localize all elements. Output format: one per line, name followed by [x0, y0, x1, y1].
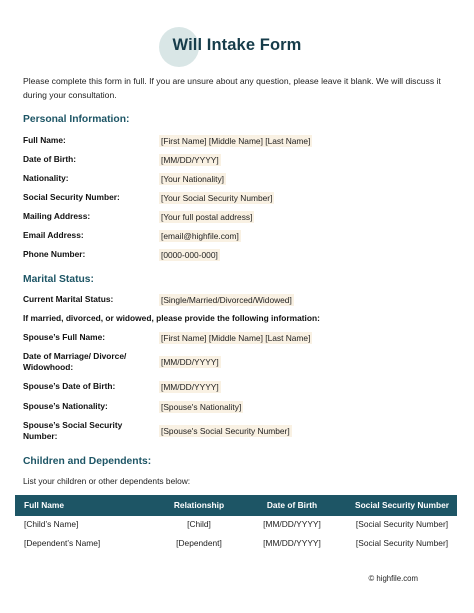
table-row [15, 514, 457, 534]
marriage-date-label-line2: Widowhood: [23, 362, 74, 372]
cell-date-of-birth[interactable]: [MM/DD/YYYY] [263, 538, 321, 548]
cell-relationship[interactable]: [Child] [187, 519, 211, 529]
cell-full-name[interactable]: [Child’s Name] [24, 519, 79, 529]
spouse-dob-field[interactable]: [MM/DD/YYYY] [161, 382, 219, 392]
ssn-field[interactable]: [Your Social Security Number] [161, 193, 273, 203]
phone-label: Phone Number: [23, 249, 86, 259]
date-of-birth-field[interactable]: [MM/DD/YYYY] [161, 155, 219, 165]
table-header [15, 495, 457, 516]
personal-info-heading: Personal Information: [23, 114, 130, 125]
spouse-full-name-label: Spouse’s Full Name: [23, 332, 106, 342]
col-full-name: Full Name [24, 500, 65, 510]
marriage-date-label-line1: Date of Marriage/ Divorce/ [23, 351, 127, 361]
children-intro: List your children or other dependents below: [23, 476, 191, 486]
cell-ssn[interactable]: [Social Security Number] [355, 538, 449, 548]
spouse-full-name-field[interactable]: [First Name] [Middle Name] [Last Name] [161, 333, 311, 343]
spouse-dob-label: Spouse’s Date of Birth: [23, 381, 116, 391]
children-heading: Children and Dependents: [23, 456, 152, 467]
col-relationship: Relationship [173, 500, 225, 510]
cell-ssn[interactable]: [Social Security Number] [355, 519, 449, 529]
marriage-date-field[interactable]: [MM/DD/YYYY] [161, 357, 219, 367]
nationality-field[interactable]: [Your Nationality] [161, 174, 225, 184]
spouse-nationality-label: Spouse’s Nationality: [23, 401, 108, 411]
nationality-label: Nationality: [23, 173, 69, 183]
table-row [15, 533, 457, 553]
full-name-field[interactable]: [First Name] [Middle Name] [Last Name] [161, 136, 311, 146]
cell-full-name[interactable]: [Dependent’s Name] [24, 538, 101, 548]
date-of-birth-label: Date of Birth: [23, 154, 77, 164]
phone-field[interactable]: [0000-000-000] [161, 250, 218, 260]
marital-instruction-note: If married, divorced, or widowed, please provide the following information: [23, 313, 320, 323]
title-block [0, 26, 474, 70]
cell-relationship[interactable]: [Dependent] [176, 538, 222, 548]
cell-date-of-birth[interactable]: [MM/DD/YYYY] [263, 519, 321, 529]
mailing-address-field[interactable]: [Your full postal address] [161, 212, 253, 222]
email-label: Email Address: [23, 230, 84, 240]
marital-status-heading: Marital Status: [23, 274, 94, 285]
mailing-address-label: Mailing Address: [23, 211, 91, 221]
spouse-ssn-field[interactable]: [Spouse's Social Security Number] [161, 426, 290, 436]
footer-copyright: © highfile.com [368, 574, 418, 583]
ssn-label: Social Security Number: [23, 192, 120, 202]
spouse-nationality-field[interactable]: [Spouse's Nationality] [161, 402, 242, 412]
spouse-ssn-label-line1: Spouse’s Social Security [23, 420, 123, 430]
page-title: Will Intake Form [172, 36, 302, 54]
spouse-ssn-label-line2: Number: [23, 431, 58, 441]
current-marital-status-label: Current Marital Status: [23, 294, 114, 304]
email-field[interactable]: [email@highfile.com] [161, 231, 239, 241]
col-ssn: Social Security Number [354, 500, 450, 510]
current-marital-status-field[interactable]: [Single/Married/Divorced/Widowed] [161, 295, 292, 305]
col-date-of-birth: Date of Birth [266, 500, 318, 510]
intro-paragraph: Please complete this form in full. If you are unsure about any question, please leave it blank. We will discuss it during your consultation. [23, 76, 441, 100]
full-name-label: Full Name: [23, 135, 66, 145]
